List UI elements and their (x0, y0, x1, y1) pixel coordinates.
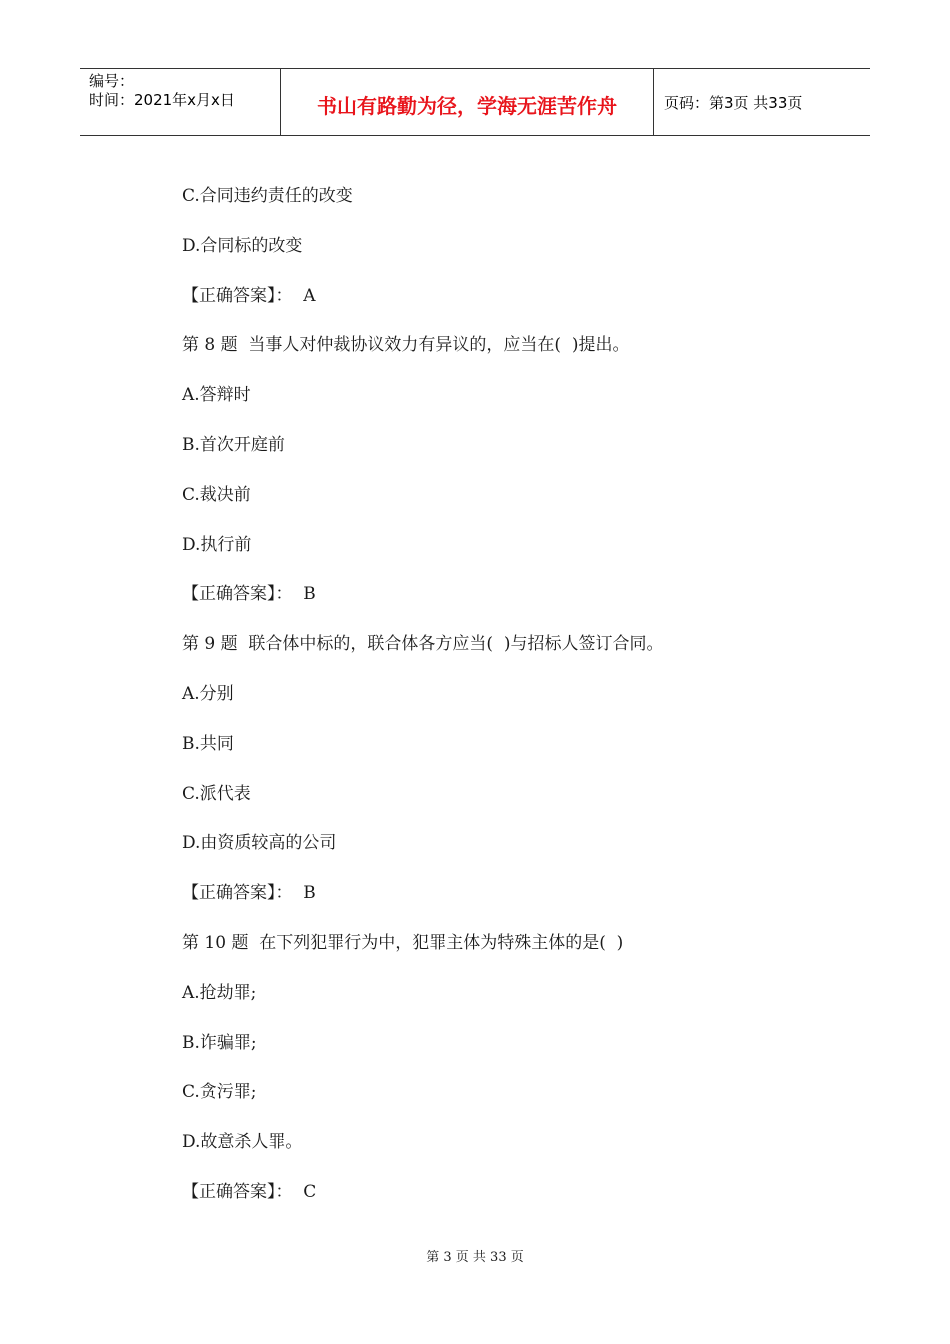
option-line: C.派代表 (182, 783, 251, 804)
answer-line: 【正确答案】： C (182, 1181, 317, 1202)
option-line: A.抢劫罪; (182, 982, 257, 1003)
page-header (80, 68, 870, 136)
option-line: A.答辩时 (182, 385, 251, 406)
header-meta (80, 69, 281, 135)
option-line: C.裁决前 (182, 484, 251, 505)
question-line: 第 9 题 联合体中标的，联合体各方应当( )与招标人签订合同。 (182, 634, 664, 655)
option-line: C.合同违约责任的改变 (182, 186, 353, 206)
header-motto: 书山有路勤为径，学海无涯苦作舟 (281, 69, 654, 135)
option-line: C.贪污罪; (182, 1082, 257, 1103)
option-line: D.执行前 (182, 534, 252, 555)
option-line: D.合同标的改变 (182, 235, 303, 256)
question-line: 第 8 题 当事人对仲裁协议效力有异议的，应当在( )提出。 (182, 335, 630, 356)
document-body (182, 181, 862, 1227)
doc-time-label: 时间：2021年x月x日 (89, 91, 235, 109)
option-line: D.由资质较高的公司 (182, 833, 337, 854)
answer-line: 【正确答案】： B (182, 883, 316, 904)
page-footer: 第 3 页 共 33 页 (426, 1250, 524, 1265)
doc-number-label: 编号： (89, 72, 135, 90)
option-line: A.分别 (182, 683, 234, 704)
header-page-info: 页码：第3页 共33页 (664, 93, 803, 112)
option-line: B.共同 (182, 733, 234, 754)
answer-line: 【正确答案】： A (182, 285, 316, 306)
question-line: 第 10 题 在下列犯罪行为中，犯罪主体为特殊主体的是( ) (182, 932, 624, 953)
answer-line: 【正确答案】： B (182, 584, 316, 605)
option-line: B.首次开庭前 (182, 434, 285, 455)
option-line: B.诈骗罪; (182, 1032, 257, 1053)
option-line: D.故意杀人罪。 (182, 1132, 303, 1153)
